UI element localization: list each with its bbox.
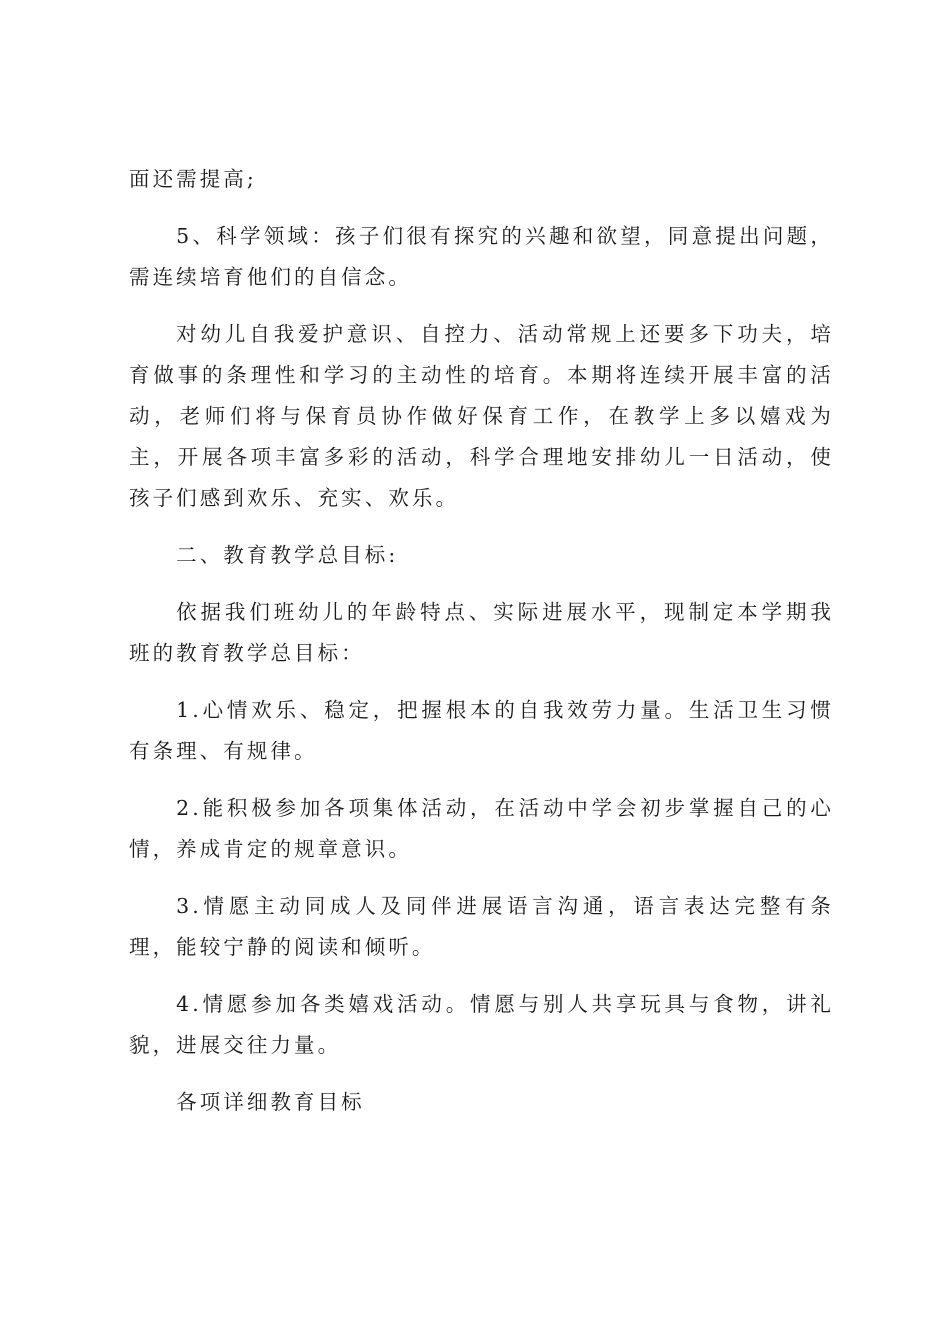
paragraph-science-domain: 5、科学领域：孩子们很有探究的兴趣和欲望，同意提出问题，需连续培育他们的自信念。: [129, 224, 834, 289]
subheading-detailed-goals: 各项详细教育目标: [176, 1090, 365, 1114]
paragraph-goals-intro: 依据我们班幼儿的年龄特点、实际进展水平，现制定本学期我班的教育教学总目标：: [129, 600, 834, 665]
goal-item-1: 1.心情欢乐、稳定，把握根本的自我效劳力量。生活卫生习惯有条理、有规律。: [129, 698, 834, 763]
document-body: [129, 159, 834, 1139]
goal-item-4: 4.情愿参加各类嬉戏活动。情愿与别人共享玩具与食物，讲礼貌，进展交往力量。: [129, 992, 834, 1057]
goal-item-3: 3.情愿主动同成人及同伴进展语言沟通，语言表达完整有条理，能较宁静的阅读和倾听。: [129, 894, 834, 959]
paragraph-self-care: 对幼儿自我爱护意识、自控力、活动常规上还要多下功夫，培育做事的条理性和学习的主动性的培育。本期将连续开展丰富的活动，老师们将与保育员协作做好保育工作，在教学上多以嬉戏为主，开展各项丰富多彩的活动，科学合理地安排幼儿一日活动，使孩子们感到欢乐、充实、欢乐。: [129, 322, 834, 510]
goal-item-2: 2.能积极参加各项集体活动，在活动中学会初步掌握自己的心情，养成肯定的规章意识。: [129, 796, 834, 861]
section-heading-goals: 二、教育教学总目标:: [176, 543, 399, 567]
paragraph-continuation: 面还需提高;: [129, 167, 257, 191]
